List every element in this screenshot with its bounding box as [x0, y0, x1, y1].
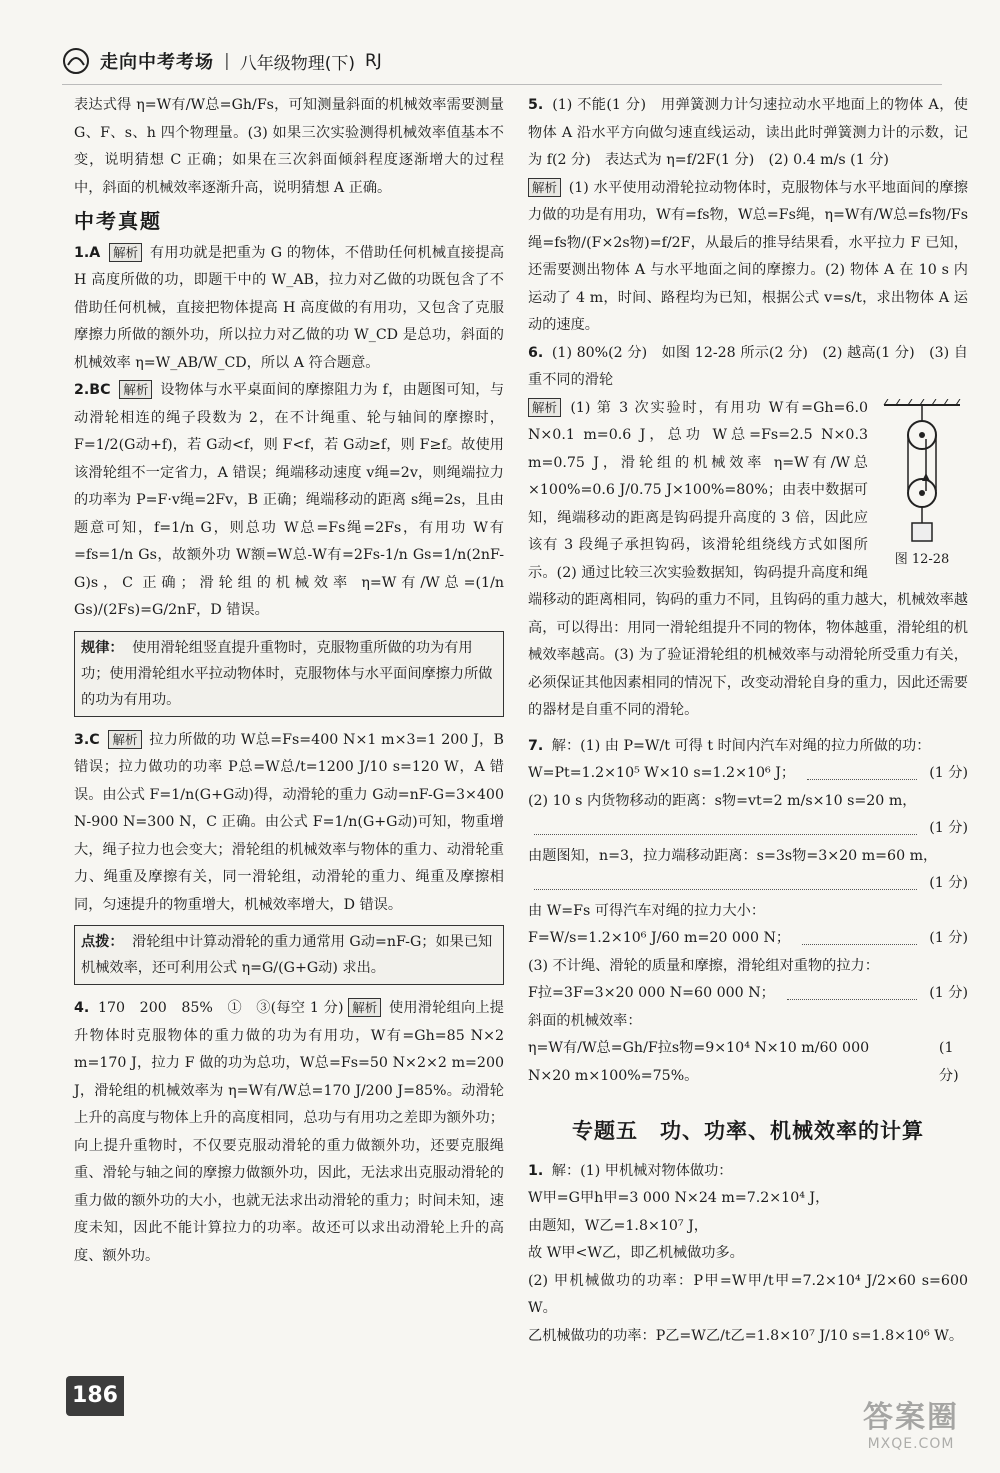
- pulley-figure: [876, 399, 968, 569]
- topic-line-text: 解：(1) 甲机械对物体做功：: [551, 1162, 733, 1179]
- answer-1: [74, 240, 504, 378]
- page-number: 186: [66, 1376, 124, 1416]
- answer-6-number: 6.: [528, 344, 544, 361]
- solution-line: [528, 788, 968, 816]
- solution-line: [528, 953, 968, 981]
- topic-title: 专题五 功、功率、机械效率的计算: [572, 1119, 924, 1143]
- analysis-tag: 解析: [528, 178, 561, 197]
- solution-line-text: 由 W=Fs 可得汽车对绳的拉力大小：: [528, 902, 766, 919]
- answer-6-text: (1) 80%(2 分) 如图 12-28 所示(2 分) (2) 越高(1 分) (3) 自重不同的滑轮: [528, 344, 968, 388]
- answer-3: [74, 727, 504, 920]
- leader-dots: [802, 925, 917, 945]
- watermark-url: MXQE.COM: [867, 1436, 955, 1452]
- answer-6-analysis-text: (1) 第 3 次实验时，有用功 W有=Gh=6.0 N×0.1 m=0.6 J，总功 W总=Fs=2.5 N×0.3 m=0.75 J，滑轮组的机械效率 η=W有/W总×100%=0.6 J/0.75 J×100%=80%；由表中数据可知，绳端移动的距离是钩码提升高度的 3 倍，因此应该有 3 段绳子承担钩码，该滑轮组绕线方式如图所示。(2) 通过比较三次实验数据知，钩码提升高度和绳端移动的距离相同，钩码的重力不同，且钩码的重力越大，机械效率越高，可以得出：用同一滑轮组提升不同的物体，物体越重，滑轮组的机械效率越高。(3) 为了验证滑轮组的机械效率与动滑轮所受重力有关，必须保证其他因素相同的情况下，改变动滑轮自身的重力，因此还需要的器材是自重不同的滑轮。: [528, 399, 968, 718]
- analysis-tag: 解析: [108, 730, 141, 749]
- answer-1-text: 有用功就是把重为 G 的物体，不借助任何机械直接提高 H 高度所做的功，即题干中的 W_AB，拉力对乙做的功既包含了不借助任何机械，直接把物体提高 H 高度做的有用功，又包含了克服摩擦力所做的额外功，所以拉力对乙做的功 W_CD 是总功，斜面的机械效率 η=W_AB/W_CD，所以 A 符合题意。: [74, 244, 505, 371]
- book-logo-icon: [62, 47, 90, 75]
- solution-line-text: W=Pt=1.2×10⁵ W×10 s=1.2×10⁶ J；: [528, 765, 796, 781]
- solution-line: [528, 1008, 968, 1036]
- analysis-tag: 解析: [348, 998, 381, 1017]
- solution-line-score: (1 分): [929, 765, 968, 781]
- book-title: 走向中考考场: [100, 52, 214, 73]
- pulley-diagram-icon: [876, 399, 968, 547]
- topic-line: (2) 甲机械做功的功率：P甲=W甲/t甲=7.2×10⁴ J/2×60 s=600 W。: [528, 1272, 968, 1316]
- header-separator: |: [224, 51, 230, 71]
- solution-line: [528, 898, 968, 926]
- solution-line: [528, 815, 968, 843]
- leader-dots: [807, 760, 917, 780]
- answer-7-intro: 解：(1) 由 P=W/t 可得 t 时间内汽车对绳的拉力所做的功：: [551, 737, 931, 754]
- answer-4-text: 使用滑轮组向上提升物体时克服物体的重力做的功为有用功，W有=Gh=85 N×2 m=170 J，拉力 F 做的功为总功，W总=Fs=50 N×2×2 m=200 J，滑轮组的机械效率为 η=W有/W总=170 J/200 J=85%。动滑轮上升的高度与物体上升的高度相同，总功与有用功之差即为额外功；向上提升重物时，不仅要克服动滑轮的重力做额外功，还要克服绳重、滑轮与轴之间的摩擦力做额外功，因此，无法求出克服动滑轮的重力做的额外功的大小，也就无法求出动滑轮的重力；时间未知，速度未知，因此不能计算拉力的功率。故还可以求出动滑轮上升的高度、额外功。: [74, 1000, 504, 1264]
- answer-7-number: 7.: [528, 737, 544, 754]
- analysis-tag: 解析: [528, 398, 561, 417]
- leader-dots: [787, 980, 917, 1000]
- book-subtitle: 八年级物理(下): [239, 53, 355, 74]
- intro-paragraph: 表达式得 η=W有/W总=Gh/Fs，可知测量斜面的机械效率需要测量 G、F、s、h 四个物理量。(3) 如果三次实验测得机械效率值基本不变，说明猜想 C 正确；如果在三次斜面倾斜程度逐渐增大的过程中，斜面的机械效率逐渐升高，说明猜想 A 正确。: [74, 97, 504, 196]
- topic-line: 乙机械做功的功率：P乙=W乙/t乙=1.8×10⁷ J/10 s=1.8×10⁶ W。: [528, 1327, 964, 1344]
- answer-7: [528, 733, 968, 761]
- answer-5-analysis: [528, 175, 968, 340]
- leader-dots: [534, 870, 917, 890]
- solution-line-text: (2) 10 s 内货物移动的距离：s物=vt=2 m/s×10 s=20 m，: [528, 792, 917, 809]
- topic-answer-1: [528, 1158, 968, 1351]
- solution-line: [528, 980, 968, 1008]
- rule-text: 使用滑轮组竖直提升重物时，克服物重所做的功为有用功；使用滑轮组水平拉动物体时，克服物体与水平面间摩擦力所做的功为有用功。: [81, 639, 493, 708]
- answer-5-number: 5.: [528, 97, 544, 113]
- topic-line: [528, 1158, 968, 1186]
- solution-line-score: (1 分): [929, 930, 968, 946]
- answer-2: [74, 377, 504, 625]
- page-header: [62, 40, 942, 82]
- tip-text: 滑轮组中计算动滑轮的重力通常用 G动=nF-G；如果已知机械效率，还可利用公式 η=G/(G+G动) 求出。: [81, 934, 493, 976]
- solution-line-text: η=W有/W总=Gh/F拉s物=9×10⁴ N×10 m/60 000 N×20 m×100%=75%。: [528, 1040, 870, 1084]
- answer-4: [74, 995, 504, 1270]
- answer-1-number: 1.A: [74, 244, 101, 261]
- solution-line-score: (1 分): [929, 875, 968, 891]
- answer-4-answers: 170 200 85% ① ③(每空 1 分): [97, 1000, 344, 1016]
- rule-box: [74, 631, 504, 717]
- section-heading: 中考真题: [74, 209, 162, 233]
- site-watermark: [836, 1392, 986, 1462]
- solution-line: [528, 1035, 968, 1090]
- right-column: [528, 92, 968, 1350]
- answer-6: [528, 340, 968, 395]
- analysis-tag: 解析: [119, 380, 152, 399]
- solution-line-text: F拉=3F=3×20 000 N=60 000 N；: [528, 985, 775, 1001]
- solution-line: [528, 925, 968, 953]
- solution-line: [528, 870, 968, 898]
- topic-answer-1-number: 1.: [528, 1162, 544, 1179]
- solution-line-score: (1 分): [929, 985, 968, 1001]
- topic-line: 故 W甲<W乙，即乙机械做功多。: [528, 1245, 744, 1261]
- solution-line-score: (1 分): [938, 1040, 959, 1084]
- solution-line-text: 由题图知，n=3，拉力端移动距离：s=3s物=3×20 m=60 m，: [528, 847, 938, 864]
- solution-line-score: (1 分): [929, 820, 968, 836]
- answer-3-text: 拉力所做的功 W总=Fs=400 N×1 m×3=1 200 J，B 错误；拉力做功的功率 P总=W总/t=1200 J/10 s=120 W，A 错误。由公式 F=1/n(G+G动)得，动滑轮的重力 G动=nF-G=3×400 N-900 N=300 N，C 正确。由公式 F=1/n(G+G动)可知，物重增大，绳子拉力也会变大；滑轮组的机械效率与物体的重力、动滑轮重力、绳重及摩擦有关，同一滑轮组，动滑轮的重力、绳重及摩擦相同，匀速提升的物重增大，机械效率增大，D 错误。: [74, 731, 504, 913]
- edition-label: RJ: [365, 51, 382, 71]
- answer-5-analysis-text: (1) 水平使用动滑轮拉动物体时，克服物体与水平地面间的摩擦力做的功是有用功，W有=fs物，W总=Fs绳，η=W有/W总=fs物/Fs绳=fs物/(F×2s物)=f/2F，从最后的推导结果看，水平拉力 F 已知，还需要测出物体 A 与水平地面之间的摩擦力。(2) 物体 A 在 10 s 内运动了 4 m，时间、路程均为已知，根据公式 v=s/t，求出物体 A 运动的速度。: [528, 179, 968, 333]
- answer-2-text: 设物体与水平桌面间的摩擦阻力为 f，由题图可知，与动滑轮相连的绳子段数为 2，在不计绳重、轮与轴间的摩擦时，F=1/2(G动+f)，若 G动<f，则 F<f，若 G动≥f，则 F≥f。故使用该滑轮组不一定省力，A 错误；绳端移动速度 v绳=2v，则绳端拉力的功率为 P=F·v绳=2Fv，B 正确；绳端移动的距离 s绳=2s，且由题意可知，f=1/n G，则总功 W总=Fs绳=2Fs，有用功 W有=fs=1/n Gs，故额外功 W额=W总-W有=2Fs-1/n Gs=1/n(2nF-G)s，C 正确；滑轮组的机械效率 η=W有/W总=(1/n Gs)/(2Fs)=G/2nF，D 错误。: [74, 382, 505, 618]
- watermark-top: 答案圈: [863, 1400, 959, 1435]
- solution-line-text: (3) 不计绳、滑轮的质量和摩擦，滑轮组对重物的拉力：: [528, 957, 879, 974]
- tip-box: [74, 925, 504, 985]
- topic-line: 由题知，W乙=1.8×10⁷ J，: [528, 1217, 708, 1234]
- solution-line-text: 斜面的机械效率：: [528, 1012, 642, 1029]
- solution-line: [528, 760, 968, 788]
- header-rule: [62, 84, 942, 85]
- tip-label: 点拨：: [81, 934, 124, 950]
- answer-7-lines: [528, 760, 968, 1090]
- rule-label: 规律：: [81, 639, 124, 656]
- topic-line: W甲=G甲h甲=3 000 N×24 m=7.2×10⁴ J，: [528, 1190, 830, 1206]
- answer-4-number: 4.: [74, 1000, 90, 1016]
- left-column: [74, 92, 504, 1270]
- answer-3-number: 3.C: [74, 731, 100, 748]
- solution-line-text: F=W/s=1.2×10⁶ J/60 m=20 000 N；: [528, 930, 791, 946]
- answer-5: [528, 92, 968, 175]
- answer-2-number: 2.BC: [74, 382, 111, 398]
- answer-5-text: (1) 不能(1 分) 用弹簧测力计匀速拉动水平地面上的物体 A，使物体 A 沿水平方向做匀速直线运动，读出此时弹簧测力计的示数，记为 f(2 分) 表达式为 η=f/2F(1 分) (2) 0.4 m/s (1 分): [528, 97, 968, 168]
- solution-line: [528, 843, 968, 871]
- analysis-tag: 解析: [109, 243, 142, 262]
- leader-dots: [534, 815, 917, 835]
- figure-caption: 图 12-28: [894, 551, 950, 567]
